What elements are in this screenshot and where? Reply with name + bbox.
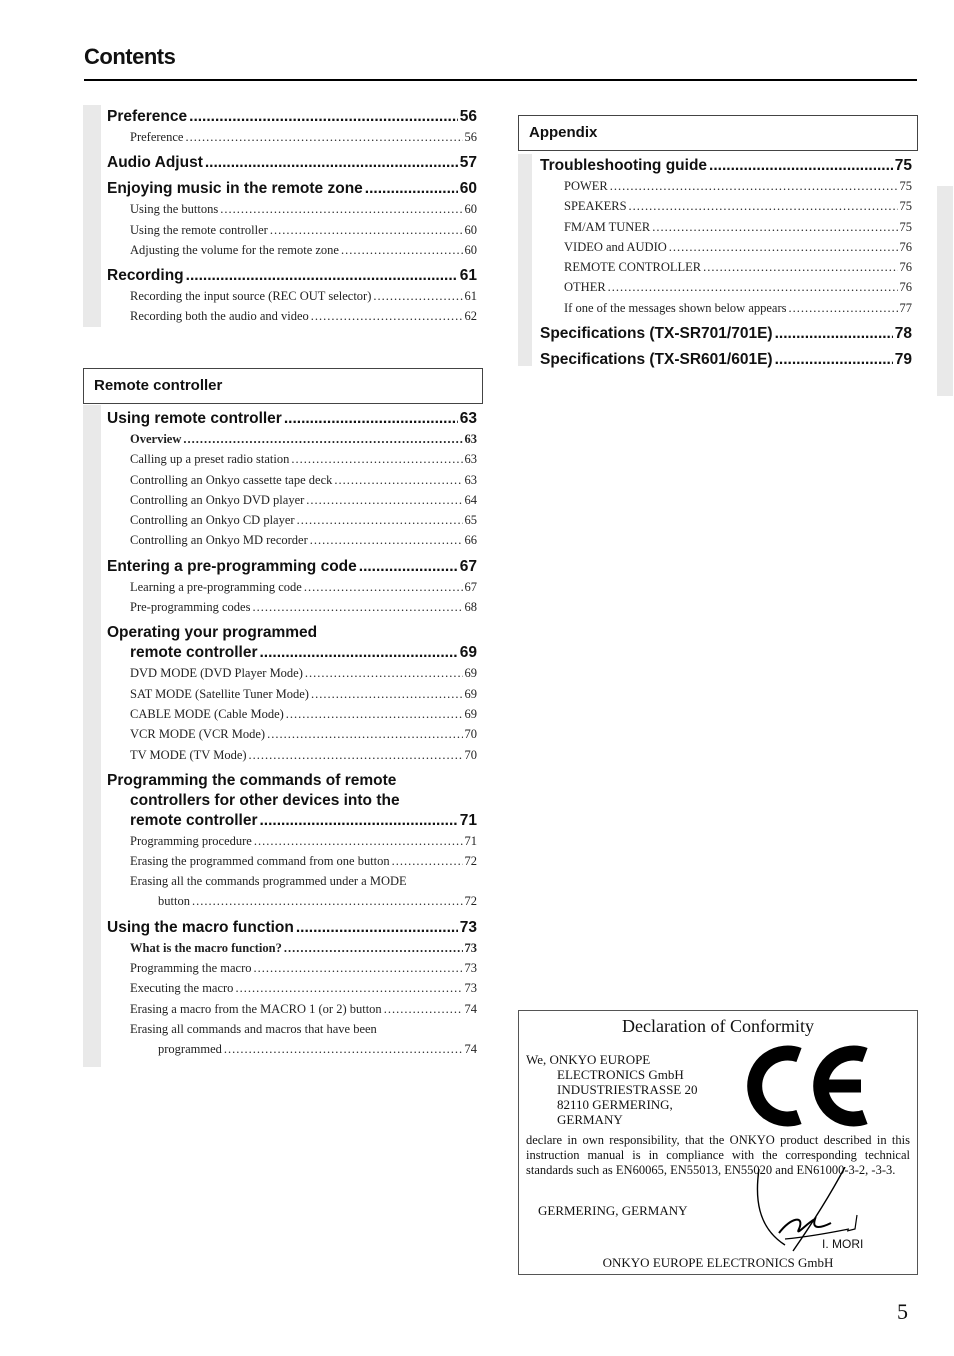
toc-section-title: Audio Adjust — [107, 154, 203, 172]
dot-leader — [284, 938, 463, 958]
declaration-address — [526, 1052, 698, 1127]
toc-entry[interactable] — [107, 724, 477, 744]
toc-entry[interactable] — [540, 257, 912, 277]
toc-page-number: 67 — [459, 557, 477, 575]
toc-page-number: 71 — [459, 811, 477, 829]
section-shade-bar — [518, 154, 532, 366]
toc-entry-title: POWER — [564, 179, 608, 193]
dot-leader — [341, 240, 463, 260]
toc-entry[interactable] — [540, 196, 912, 216]
toc-page-number: 76 — [899, 280, 912, 295]
toc-section[interactable] — [107, 266, 477, 286]
toc-entry-title: Controlling an Onkyo MD recorder — [130, 533, 308, 548]
toc-entry[interactable] — [107, 851, 477, 871]
title-rule — [84, 79, 917, 81]
toc-entry[interactable] — [107, 306, 477, 326]
toc-section-title: Preference — [107, 108, 188, 125]
toc-page-number: 69 — [464, 686, 477, 701]
address-line: GERMANY — [557, 1112, 623, 1127]
toc-entry-title: Erasing all commands and macros that have been — [130, 1021, 377, 1036]
toc-entry-title: Overview — [130, 432, 182, 446]
toc-entry-title: Erasing a macro from the MACRO 1 (or 2) button — [130, 1001, 382, 1016]
toc-entry[interactable] — [107, 831, 477, 851]
toc-entry[interactable] — [107, 286, 477, 306]
toc-entry-title: VIDEO and AUDIO — [564, 239, 667, 254]
dot-leader — [304, 577, 463, 597]
toc-page-number: 67 — [464, 579, 477, 594]
dot-leader — [709, 156, 893, 176]
dot-leader — [284, 409, 458, 429]
toc-entry[interactable] — [107, 597, 477, 617]
dot-leader — [306, 490, 462, 510]
declaration-of-conformity — [518, 1010, 918, 1275]
toc-entry[interactable] — [540, 217, 912, 237]
toc-page-number: 74 — [464, 1041, 477, 1056]
dot-leader — [610, 176, 898, 196]
contents-remote — [107, 409, 477, 1059]
ce-mark-icon — [747, 1043, 875, 1129]
toc-section-title: Using the macro function — [107, 918, 294, 936]
toc-entry-title: Programming procedure — [130, 833, 252, 848]
toc-entry[interactable] — [107, 199, 477, 219]
dot-leader — [291, 449, 462, 469]
toc-entry-title: TV MODE (TV Mode) — [130, 747, 247, 762]
toc-entry[interactable] — [107, 510, 477, 530]
dot-leader — [775, 324, 893, 344]
remote-controller-header-box — [83, 368, 483, 404]
toc-entry-title: DVD MODE (DVD Player Mode) — [130, 666, 303, 681]
toc-page-number: 75 — [899, 199, 912, 214]
toc-page-number: 73 — [464, 940, 477, 955]
toc-page-number: 77 — [899, 300, 912, 315]
toc-entry[interactable] — [107, 745, 477, 765]
toc-page-number: 69 — [459, 644, 477, 662]
dot-leader — [259, 643, 457, 663]
dot-leader — [249, 745, 463, 765]
toc-section-title: Specifications (TX-SR601/601E) — [540, 351, 773, 369]
toc-page-number: 74 — [464, 1001, 477, 1016]
appendix-header-box — [518, 115, 918, 151]
dot-leader — [311, 684, 463, 704]
toc-section-title: remote controller — [130, 811, 258, 829]
toc-entry-title: SPEAKERS — [564, 199, 627, 214]
toc-page-number: 70 — [464, 747, 477, 762]
toc-entry-title: Erasing the programmed command from one button — [130, 854, 390, 869]
toc-page-number: 73 — [464, 981, 477, 996]
toc-section[interactable] — [107, 107, 477, 127]
toc-page-number: 65 — [464, 513, 477, 528]
address-line: INDUSTRIESTRASSE 20 — [557, 1082, 698, 1097]
toc-entry[interactable] — [107, 978, 477, 998]
toc-page-number: 70 — [464, 727, 477, 742]
dot-leader — [392, 851, 463, 871]
toc-entry[interactable] — [107, 530, 477, 550]
toc-section[interactable] — [540, 324, 912, 344]
remote-controller-header: Remote controller — [94, 377, 223, 394]
dot-leader — [183, 429, 462, 449]
toc-page-number: 63 — [464, 472, 477, 487]
toc-entry-title: Executing the macro — [130, 981, 234, 996]
signatory-name: I. MORI — [822, 1237, 864, 1251]
address-line: ELECTRONICS GmbH — [557, 1067, 684, 1082]
toc-entry[interactable] — [107, 1019, 477, 1059]
dot-leader — [205, 153, 458, 173]
toc-page-number: 63 — [464, 432, 477, 446]
toc-page-number: 56 — [464, 130, 477, 144]
dot-leader — [220, 199, 462, 219]
toc-page-number: 61 — [459, 267, 477, 285]
contents-appendix — [540, 156, 912, 370]
section-shade-bar — [83, 405, 101, 1067]
dot-leader — [235, 978, 462, 998]
page-title: Contents — [84, 44, 176, 69]
dot-leader — [252, 597, 462, 617]
dot-leader — [259, 811, 457, 831]
dot-leader — [189, 107, 458, 127]
dot-leader — [384, 999, 463, 1019]
toc-list — [540, 156, 912, 370]
toc-page-number: 75 — [899, 219, 912, 234]
declaration-text: declare in own responsibility, that the ONKYO product described in this instruction manual is in compliance with the corresponding technical standards such as EN60065, EN55013, EN55020 and EN61000-3-2, -3-3. — [526, 1133, 910, 1177]
toc-section-continuation — [107, 643, 477, 663]
section-shade-bar — [83, 105, 101, 327]
toc-section[interactable] — [107, 153, 477, 173]
toc-section-continuation — [107, 811, 477, 831]
toc-entry-title: Erasing all the commands programmed under a MODE — [130, 874, 407, 889]
toc-entry-title: CABLE MODE (Cable Mode) — [130, 706, 284, 721]
toc-entry[interactable] — [540, 237, 912, 257]
toc-page-number: 63 — [464, 452, 477, 467]
toc-entry-title: REMOTE CONTROLLER — [564, 260, 702, 275]
toc-entry[interactable] — [107, 999, 477, 1019]
toc-entry[interactable] — [107, 470, 477, 490]
toc-entry[interactable] — [540, 277, 912, 297]
toc-entry-title: What is the macro function? — [130, 940, 282, 955]
dot-leader — [669, 237, 898, 257]
toc-page-number: 69 — [464, 706, 477, 721]
contents-left-top — [107, 107, 477, 327]
dot-leader — [224, 1039, 463, 1059]
toc-entry-title: Calling up a preset radio station — [130, 452, 290, 467]
toc-page-number: 60 — [459, 180, 477, 198]
dot-leader — [305, 663, 463, 683]
toc-page-number: 72 — [464, 894, 477, 909]
toc-page-number: 73 — [459, 918, 477, 936]
toc-entry-title: programmed — [158, 1041, 222, 1056]
dot-leader — [186, 266, 458, 286]
edge-shade-bar — [937, 186, 953, 396]
toc-entry[interactable] — [540, 298, 912, 318]
toc-page-number: 69 — [464, 666, 477, 681]
toc-page-number: 56 — [459, 108, 477, 125]
toc-entry-title: Using the buttons — [130, 202, 219, 217]
toc-section-title: Recording — [107, 267, 184, 285]
page-number: 5 — [897, 1299, 908, 1324]
toc-entry-title: Controlling an Onkyo CD player — [130, 513, 295, 528]
toc-page-number: 72 — [464, 854, 477, 869]
toc-page-number: 64 — [464, 492, 477, 507]
toc-entry-title: Adjusting the volume for the remote zone — [130, 242, 339, 257]
toc-page-number: 79 — [894, 351, 912, 369]
toc-page-number: 75 — [899, 179, 912, 193]
toc-section-title: Enjoying music in the remote zone — [107, 180, 363, 198]
toc-section[interactable] — [107, 623, 477, 663]
toc-section[interactable] — [107, 409, 477, 429]
toc-page-number: 78 — [894, 325, 912, 343]
toc-page-number: 76 — [899, 260, 912, 275]
address-line: 82110 GERMERING, — [557, 1097, 673, 1112]
toc-section-title: Entering a pre-programming code — [107, 557, 357, 575]
toc-section-title: Using remote controller — [107, 410, 282, 427]
dot-leader — [365, 179, 458, 199]
toc-entry[interactable] — [107, 663, 477, 683]
dot-leader — [608, 277, 898, 297]
dot-leader — [373, 286, 462, 306]
toc-page-number: 76 — [899, 239, 912, 254]
toc-entry-title: Using the remote controller — [130, 222, 268, 237]
toc-section[interactable] — [107, 771, 477, 831]
toc-entry[interactable] — [107, 127, 477, 147]
toc-page-number: 71 — [464, 833, 477, 848]
dot-leader — [267, 724, 462, 744]
toc-entry-title: FM/AM TUNER — [564, 219, 651, 234]
toc-page-number: 73 — [464, 961, 477, 976]
dot-leader — [286, 704, 463, 724]
dot-leader — [254, 831, 463, 851]
toc-entry[interactable] — [107, 704, 477, 724]
toc-entry-title: SAT MODE (Satellite Tuner Mode) — [130, 686, 309, 701]
toc-entry[interactable] — [107, 220, 477, 240]
toc-section[interactable] — [540, 156, 912, 176]
toc-list — [107, 409, 477, 1059]
dot-leader — [254, 958, 463, 978]
address-line: We, ONKYO EUROPE — [526, 1052, 651, 1067]
toc-page-number: 63 — [459, 410, 477, 427]
dot-leader — [703, 257, 897, 277]
toc-section-title: Specifications (TX-SR701/701E) — [540, 325, 773, 343]
toc-page-number: 62 — [464, 309, 477, 324]
dot-leader — [775, 350, 893, 370]
toc-section-title: remote controller — [130, 644, 258, 662]
dot-leader — [185, 127, 462, 147]
toc-section[interactable] — [107, 918, 477, 938]
dot-leader — [334, 470, 462, 490]
toc-entry-title: Recording the input source (REC OUT selector) — [130, 289, 372, 304]
toc-entry-title: button — [158, 894, 190, 909]
toc-list — [107, 107, 477, 327]
toc-entry-title: OTHER — [564, 280, 606, 295]
toc-page-number: 60 — [464, 222, 477, 237]
dot-leader — [629, 196, 898, 216]
toc-entry-title: VCR MODE (VCR Mode) — [130, 727, 266, 742]
dot-leader — [652, 217, 897, 237]
declaration-place: GERMERING, GERMANY — [538, 1203, 688, 1218]
toc-entry-title: Preference — [130, 130, 184, 144]
dot-leader — [789, 298, 898, 318]
toc-entry-continuation — [107, 1039, 477, 1059]
toc-entry[interactable] — [107, 938, 477, 958]
toc-section-title: Operating your programmed — [107, 624, 318, 642]
toc-entry[interactable] — [540, 176, 912, 196]
toc-section[interactable] — [540, 350, 912, 370]
dot-leader — [270, 220, 463, 240]
toc-entry[interactable] — [107, 449, 477, 469]
toc-page-number: 66 — [464, 533, 477, 548]
toc-entry-title: Recording both the audio and video — [130, 309, 309, 324]
dot-leader — [310, 530, 463, 550]
toc-page-number: 68 — [464, 600, 477, 615]
dot-leader — [359, 557, 458, 577]
toc-entry-title: If one of the messages shown below appears — [564, 300, 787, 315]
toc-page-number: 57 — [459, 154, 477, 172]
toc-section-title: Programming the commands of remote — [107, 771, 397, 789]
toc-entry-title: Programming the macro — [130, 961, 252, 976]
toc-entry[interactable] — [107, 684, 477, 704]
toc-entry-title: Controlling an Onkyo cassette tape deck — [130, 472, 333, 487]
toc-section-title: controllers for other devices into the — [130, 791, 400, 809]
dot-leader — [297, 510, 463, 530]
toc-entry[interactable] — [107, 490, 477, 510]
dot-leader — [192, 891, 463, 911]
toc-entry[interactable] — [107, 429, 477, 449]
declaration-footer: ONKYO EUROPE ELECTRONICS GmbH — [602, 1255, 834, 1270]
dot-leader — [296, 918, 458, 938]
toc-entry[interactable] — [107, 240, 477, 260]
toc-entry-title: Controlling an Onkyo DVD player — [130, 492, 305, 507]
dot-leader — [311, 306, 463, 326]
toc-entry-title: Learning a pre-programming code — [130, 579, 302, 594]
toc-page-number: 60 — [464, 202, 477, 217]
declaration-title: Declaration of Conformity — [622, 1016, 814, 1036]
toc-section-title: Troubleshooting guide — [540, 157, 708, 174]
toc-entry[interactable] — [107, 958, 477, 978]
appendix-header: Appendix — [529, 124, 598, 141]
toc-page-number: 61 — [464, 289, 477, 304]
toc-entry-title: Pre-programming codes — [130, 600, 251, 615]
toc-entry[interactable] — [107, 871, 477, 911]
toc-entry[interactable] — [107, 577, 477, 597]
toc-section[interactable] — [107, 557, 477, 577]
toc-entry-continuation — [107, 891, 477, 911]
toc-section[interactable] — [107, 179, 477, 199]
toc-page-number: 75 — [894, 157, 912, 174]
toc-page-number: 60 — [464, 242, 477, 257]
